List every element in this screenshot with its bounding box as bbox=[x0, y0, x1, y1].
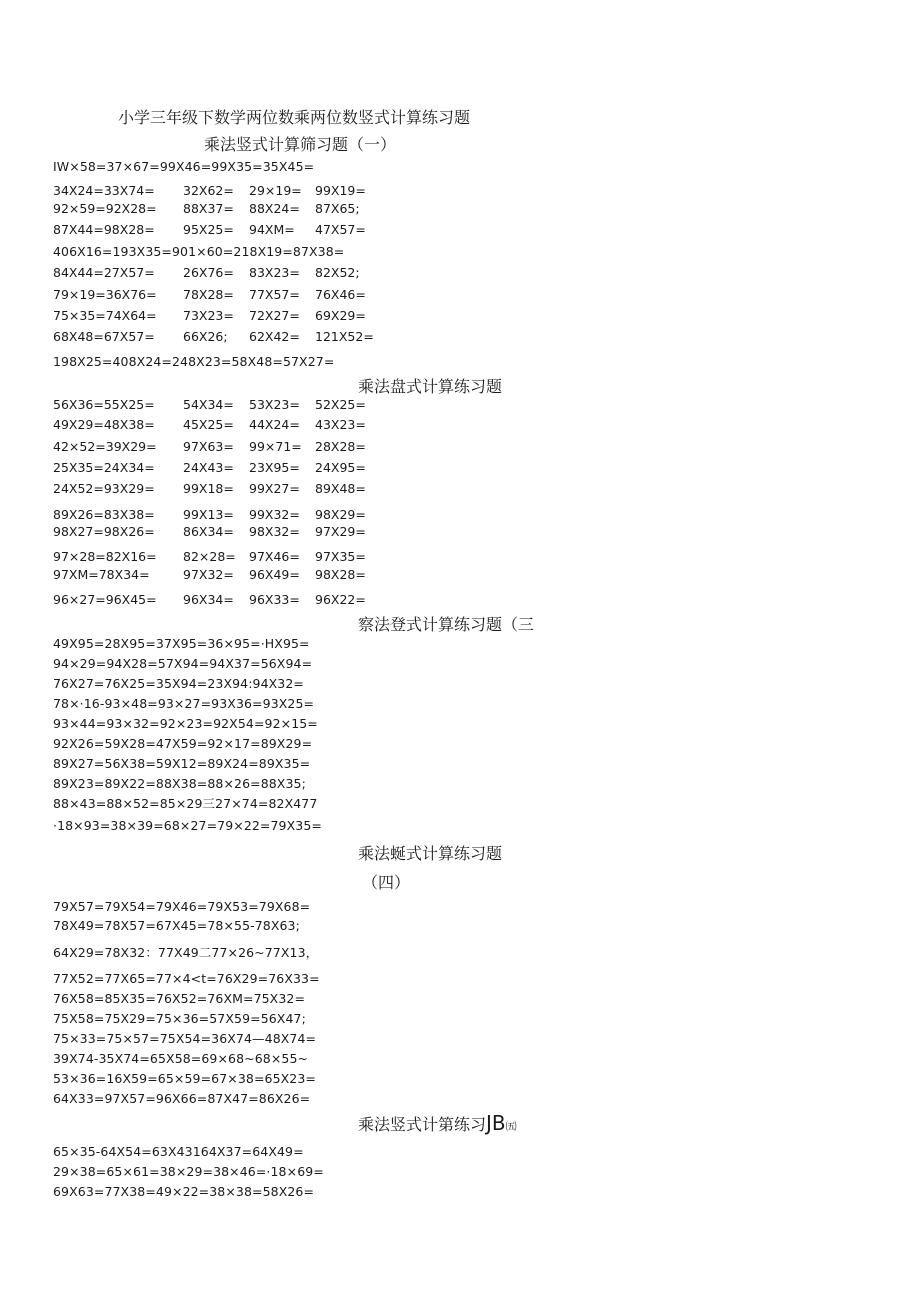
s4-line-6: 75X58=75X29=75×36=57X59=56X47; bbox=[53, 1011, 306, 1026]
s3-line-6: 92X26=59X28=47X59=92×17=89X29= bbox=[53, 736, 313, 751]
s1-line-9: 198X25=408X24=248X23=58X48=57X27= bbox=[53, 354, 335, 369]
section-5-title-jb: JB bbox=[486, 1111, 506, 1135]
worksheet-page: 小学三年级下数学两位数乘两位数竖式计算练习题 乘法竖式计算筛习题（一） IW×58=37×67=99X46=99X35=35X45= 34X24=33X74= 32X62= 29×19= 99X19= 92×59=92X28= 88X37= 88X24= 87X65; 87X44=98X28= 95X25= 94XM= 47X57= 406X16=193X35=901×60=218X19=87X38= 84X44=27X57= 26X76= 83X23= 82X52; 79×19=36X76= 78X28= 77X57= 76X46= 75×35=74X64= 73X23= 72X27= 69X29= 68X48=67X57= 66X26; 62X42= 121X52= 198X25=408X24=248X23=58X48=57X27= 乘法盘式计算练习题 56X36=55X25= 54X34= 53X23= 52X25= 49X29=48X38= 45X25= 44X24= 43X23= 42×52=39X29= 97X63= 99×71= 28X28= 25X35=24X34= 24X43= 23X95= 24X95= 24X52=93X29= 99X18= 99X27= 89X48= 89X26=83X38= 99X13= 99X32= 98X29= 98X27=98X26= 86X34= 98X32= 97X29= 97×28=82X16= 82×28= 97X46= 97X35= 97XM=78X34= 97X32= 96X49= 98X28= 96×27=96X45= 96X34= 96X33= 96X22= 察法登式计算练习题（三 49X95=28X95=37X95=36×95=·HX95= 94×29=94X28=57X94=94X37=56X94= 76X27=76X25=35X94=23X94:94X32= 78×·16-93×48=93×27=93X36=93X25= 93×44=93×32=92×23=92X54=92×15= 92X26=59X28=47X59=92×17=89X29= 89X27=56X38=59X12=89X24=89X35= 89X23=89X22=88X38=88×26=88X35; 88×43=88×52=85×29三27×74=82X477 ·18×93=38×39=68×27=79×22=79X35= 乘法蜒式计算练习题 （四） 79X57=79X54=79X46=79X53=79X68= 78X49=78X57=67X45=78×55-78X63; 64X29=78X32：77X49二77×26~77X13， 77X52=77X65=77×4<t=76X29=76X33= 76X58=85X35=76X52=76XM=75X32= 75X58=75X29=75×36=57X59=56X47; 75×33=75×57=75X54=36X74—48X74= 39X74-35X74=65X58=69×68~68×55~ 53×36=16X59=65×59=67×38=65X23= 64X33=97X57=96X66=87X47=86X26= 乘法竖式计第练习JB㈤ 65×35-64X54=63X43164X37=64X49= 29×38=65×61=38×29=38×46=·18×69= 69X63=77X38=49×22=38×38=58X26= bbox=[53, 108, 535, 1199]
s1-line-0: IW×58=37×67=99X46=99X35=35X45= bbox=[53, 159, 315, 174]
s3-line-9: 88×43=88×52=85×29三27×74=82X477 bbox=[53, 796, 318, 811]
s5-line-1: 65×35-64X54=63X43164X37=64X49= bbox=[53, 1144, 304, 1159]
s3-line-8: 89X23=89X22=88X38=88×26=88X35; bbox=[53, 776, 306, 791]
section-1-title: 乘法竖式计算筛习题（一） bbox=[204, 135, 397, 154]
s4-line-7: 75×33=75×57=75X54=36X74—48X74= bbox=[53, 1031, 317, 1046]
s3-line-7: 89X27=56X38=59X12=89X24=89X35= bbox=[53, 756, 311, 771]
main-title: 小学三年级下数学两位数乘两位数竖式计算练习题 bbox=[118, 108, 471, 127]
s3-line-3: 76X27=76X25=35X94=23X94:94X32= bbox=[53, 676, 304, 691]
s4-line-10: 64X33=97X57=96X66=87X47=86X26= bbox=[53, 1091, 311, 1106]
section-4-subtitle: （四） bbox=[362, 873, 411, 892]
section-2-title: 乘法盘式计算练习题 bbox=[358, 377, 503, 396]
s3-line-1: 49X95=28X95=37X95=36×95=·HX95= bbox=[53, 636, 310, 651]
s4-line-9: 53×36=16X59=65×59=67×38=65X23= bbox=[53, 1071, 316, 1086]
section-4-title: 乘法蜒式计算练习题 bbox=[358, 844, 503, 863]
section-5-title-text: 乘法竖式计第练习 bbox=[358, 1115, 487, 1134]
section-5-title bbox=[358, 1113, 517, 1137]
s4-line-5: 76X58=85X35=76X52=76XM=75X32= bbox=[53, 991, 306, 1006]
s4-line-2: 78X49=78X57=67X45=78×55-78X63; bbox=[53, 918, 300, 933]
s5-line-3: 69X63=77X38=49×22=38×38=58X26= bbox=[53, 1184, 315, 1199]
s3-line-10: ·18×93=38×39=68×27=79×22=79X35= bbox=[53, 818, 322, 833]
s3-line-5: 93×44=93×32=92×23=92X54=92×15= bbox=[53, 716, 318, 731]
s5-line-2: 29×38=65×61=38×29=38×46=·18×69= bbox=[53, 1164, 324, 1179]
s4-line-3: 64X29=78X32：77X49二77×26~77X13， bbox=[53, 945, 319, 960]
s3-line-4: 78×·16-93×48=93×27=93X36=93X25= bbox=[53, 696, 315, 711]
s1-line-4: 406X16=193X35=901×60=218X19=87X38= bbox=[53, 244, 345, 259]
section-5-title-number: ㈤ bbox=[505, 1120, 517, 1133]
s4-line-1: 79X57=79X54=79X46=79X53=79X68= bbox=[53, 899, 311, 914]
s4-line-8: 39X74-35X74=65X58=69×68~68×55~ bbox=[53, 1051, 309, 1066]
s4-line-4: 77X52=77X65=77×4<t=76X29=76X33= bbox=[53, 971, 320, 986]
s3-line-2: 94×29=94X28=57X94=94X37=56X94= bbox=[53, 656, 313, 671]
section-3-title: 察法登式计算练习题（三 bbox=[358, 615, 535, 634]
